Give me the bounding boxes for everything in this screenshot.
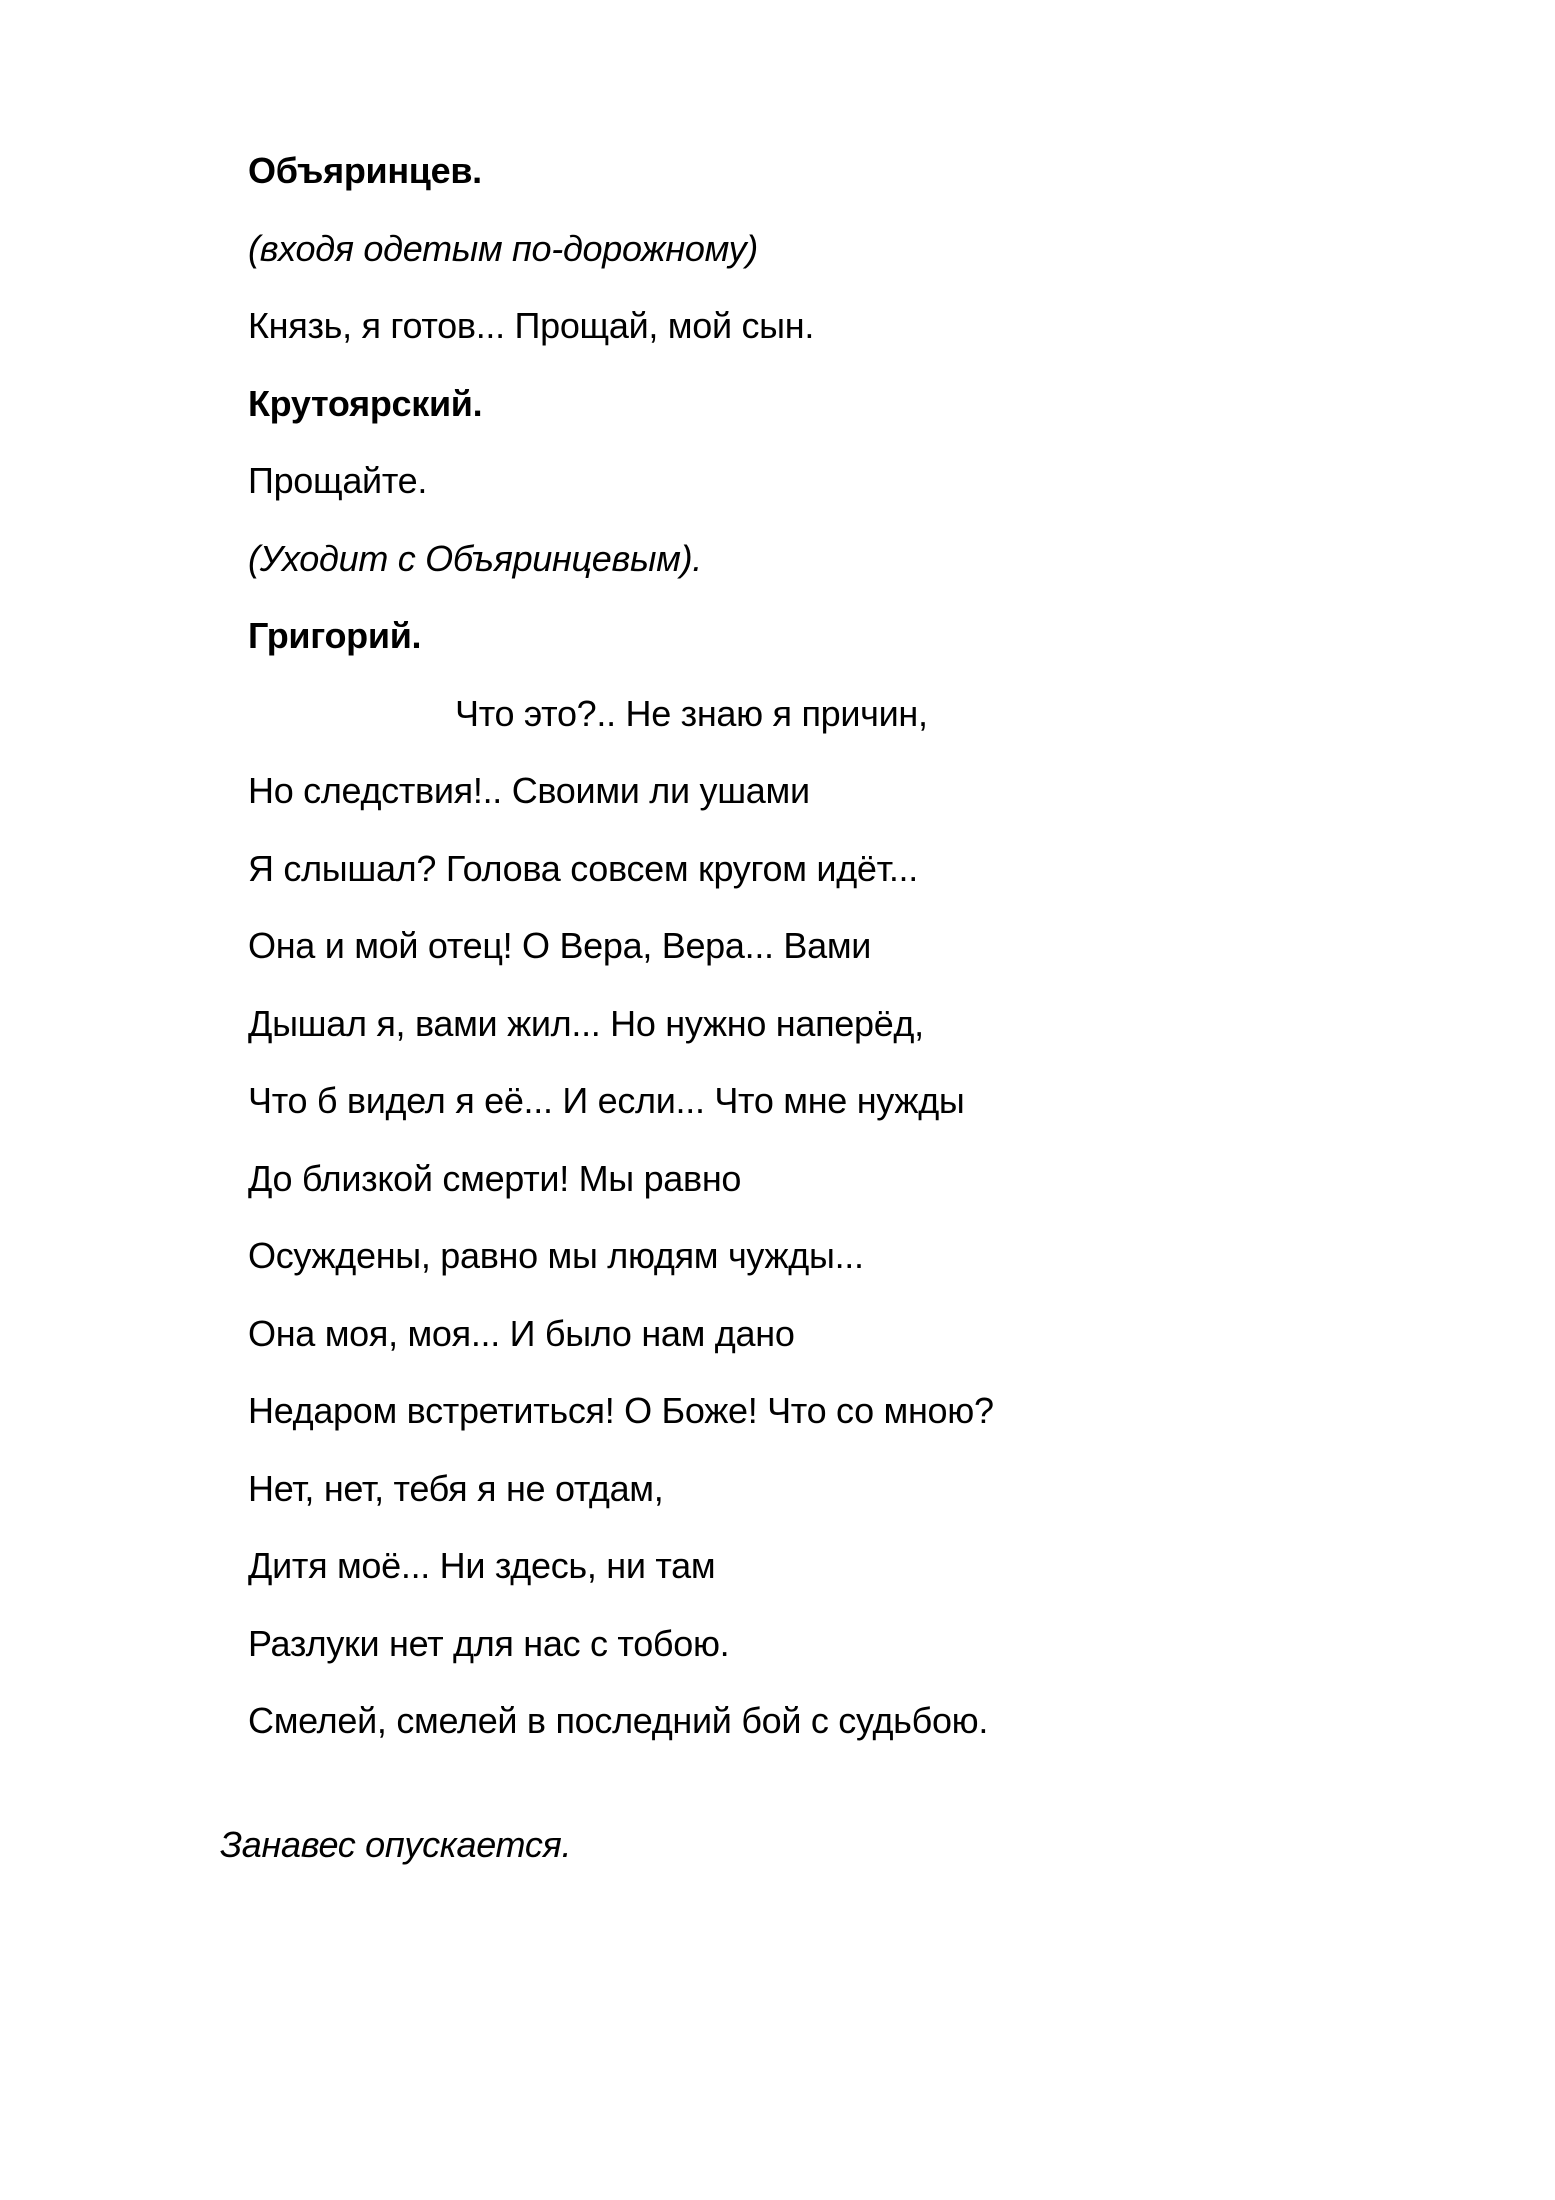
verse-line: Дышал я, вами жил... Но нужно наперёд, [248,1002,924,1044]
verse-line: Но следствия!.. Своими ли ушами [248,770,810,811]
verse-line: Осуждены, равно мы людям чужды... [248,1235,864,1276]
verse-line: Нет, нет, тебя я не отдам, [248,1467,664,1509]
verse-line: Смелей, смелей в последний бой с судьбою. [248,1700,989,1741]
verse-line: Дитя моё... Ни здесь, ни там [248,1545,716,1586]
character-name-krutoyarsky: Крутоярский. [248,382,483,424]
dialogue-line: Прощайте. [248,460,428,501]
verse-line: Что б видел я её... И если... Что мне нужды [248,1080,965,1121]
character-name-objyarintsev: Объяринцев. [248,150,482,191]
character-name-grigory: Григорий. [248,615,422,656]
verse-line: До близкой смерти! Мы равно [248,1157,742,1199]
verse-line: Она и мой отец! О Вера, Вера... Вами [248,925,872,966]
play-script-text-block [220,148,1448,1900]
verse-line: Недаром встретиться! О Боже! Что со мною? [248,1390,994,1431]
curtain-falls-direction: Занавес опускается. [220,1824,572,1865]
verse-line: Она моя, моя... И было нам дано [248,1312,795,1354]
dialogue-line: Князь, я готов... Прощай, мой сын. [248,305,815,346]
stage-direction-exit: (Уходит с Объяринцевым). [248,537,702,579]
verse-line: Разлуки нет для нас с тобою. [248,1622,730,1664]
stage-direction-entering: (входя одетым по-дорожному) [248,227,758,269]
verse-line: Что это?.. Не знаю я причин, [455,692,928,734]
verse-line: Я слышал? Голова совсем кругом идёт... [248,847,918,889]
